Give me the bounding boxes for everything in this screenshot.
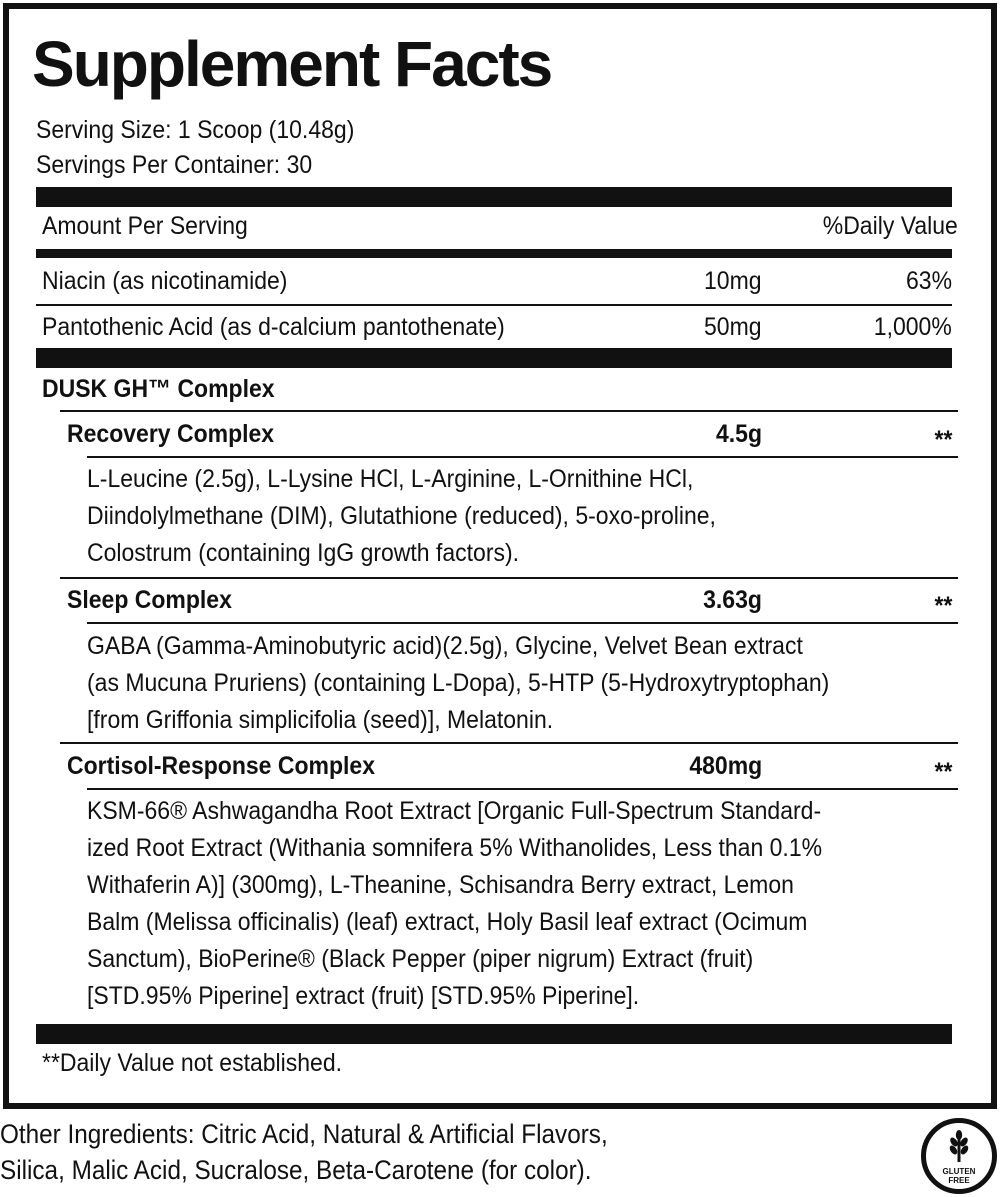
subcomplex-amount: 3.63g — [703, 586, 762, 614]
other-ingredients — [0, 1116, 608, 1188]
ingredient-line: L-Leucine (2.5g), L-Lysine HCl, L-Arginine, L-Ornithine HCl, — [87, 465, 694, 493]
ingredient-line: [from Griffonia simplicifolia (seed)], Melatonin. — [87, 706, 554, 734]
badge-line: FREE — [948, 1176, 970, 1185]
subcomplex-amount: 4.5g — [715, 420, 762, 448]
nutrient-amount: 50mg — [704, 313, 762, 341]
ingredient-line: Colostrum (containing IgG growth factors). — [87, 539, 520, 567]
ingredient-line: Balm (Melissa officinalis) (leaf) extract, Holy Basil leaf extract (Ocimum — [87, 908, 808, 936]
ingredient-line: GABA (Gamma-Aminobutyric acid)(2.5g), Glycine, Velvet Bean extract — [87, 632, 803, 660]
complex-title: DUSK GH™ Complex — [42, 375, 275, 403]
subcomplex-daily-value: ** — [934, 758, 952, 786]
nutrient-daily-value: 1,000% — [873, 313, 952, 341]
nutrient-amount: 10mg — [704, 267, 762, 295]
subcomplex-daily-value: ** — [934, 426, 952, 454]
ingredient-line: ized Root Extract (Withania somnifera 5% Withanolides, Less than 0.1% — [87, 834, 823, 862]
subcomplex-name: Sleep Complex — [67, 586, 232, 614]
ingredient-line: Sanctum), BioPerine® (Black Pepper (piper nigrum) Extract (fruit) — [87, 945, 754, 973]
thick-divider-top — [36, 187, 952, 207]
wheat-icon — [944, 1129, 974, 1163]
ingredient-line: Withaferin A)] (300mg), L-Theanine, Schisandra Berry extract, Lemon — [87, 871, 794, 899]
ingredient-line: (as Mucuna Pruriens) (containing L-Dopa), 5-HTP (5-Hydroxytryptophan) — [87, 669, 830, 697]
thick-divider-bottom — [36, 1024, 952, 1044]
other-ingredients-line: Silica, Malic Acid, Sucralose, Beta-Carotene (for color). — [0, 1155, 592, 1185]
subcomplex-daily-value: ** — [934, 592, 952, 620]
medium-divider — [36, 249, 952, 258]
subcomplex-name: Cortisol-Response Complex — [67, 752, 375, 780]
servings-per-container: Servings Per Container: 30 — [36, 151, 313, 179]
serving-size: Serving Size: 1 Scoop (10.48g) — [36, 116, 355, 144]
row-divider — [60, 577, 958, 579]
row-divider — [87, 456, 958, 458]
ingredient-list — [87, 793, 943, 1015]
row-divider — [60, 410, 958, 412]
other-ingredients-line: Other Ingredients: Citric Acid, Natural & Artificial Flavors, — [0, 1119, 608, 1149]
row-divider — [87, 622, 958, 624]
row-divider — [60, 742, 958, 744]
thick-divider-middle — [36, 348, 952, 368]
subcomplex-amount: 480mg — [689, 752, 762, 780]
ingredient-line: KSM-66® Ashwagandha Root Extract [Organic Full-Spectrum Standard- — [87, 797, 822, 825]
badge-line: GLUTEN — [942, 1167, 976, 1176]
nutrient-name: Niacin (as nicotinamide) — [42, 267, 288, 295]
page-title: Supplement Facts — [32, 28, 552, 100]
subcomplex-name: Recovery Complex — [67, 420, 275, 448]
nutrient-daily-value: 63% — [905, 267, 952, 295]
ingredient-line: [STD.95% Piperine] extract (fruit) [STD.95% Piperine]. — [87, 982, 640, 1010]
ingredient-list — [87, 461, 943, 572]
nutrient-name: Pantothenic Acid (as d-calcium pantothenate) — [42, 313, 505, 341]
gluten-free-badge — [921, 1118, 997, 1194]
amount-per-serving-label: Amount Per Serving — [42, 212, 248, 240]
footnote: **Daily Value not established. — [42, 1049, 343, 1077]
ingredient-list — [87, 628, 943, 739]
daily-value-label: %Daily Value — [822, 212, 958, 240]
row-divider — [36, 304, 952, 306]
ingredient-line: Diindolylmethane (DIM), Glutathione (reduced), 5-oxo-proline, — [87, 502, 716, 530]
row-divider — [87, 788, 958, 790]
